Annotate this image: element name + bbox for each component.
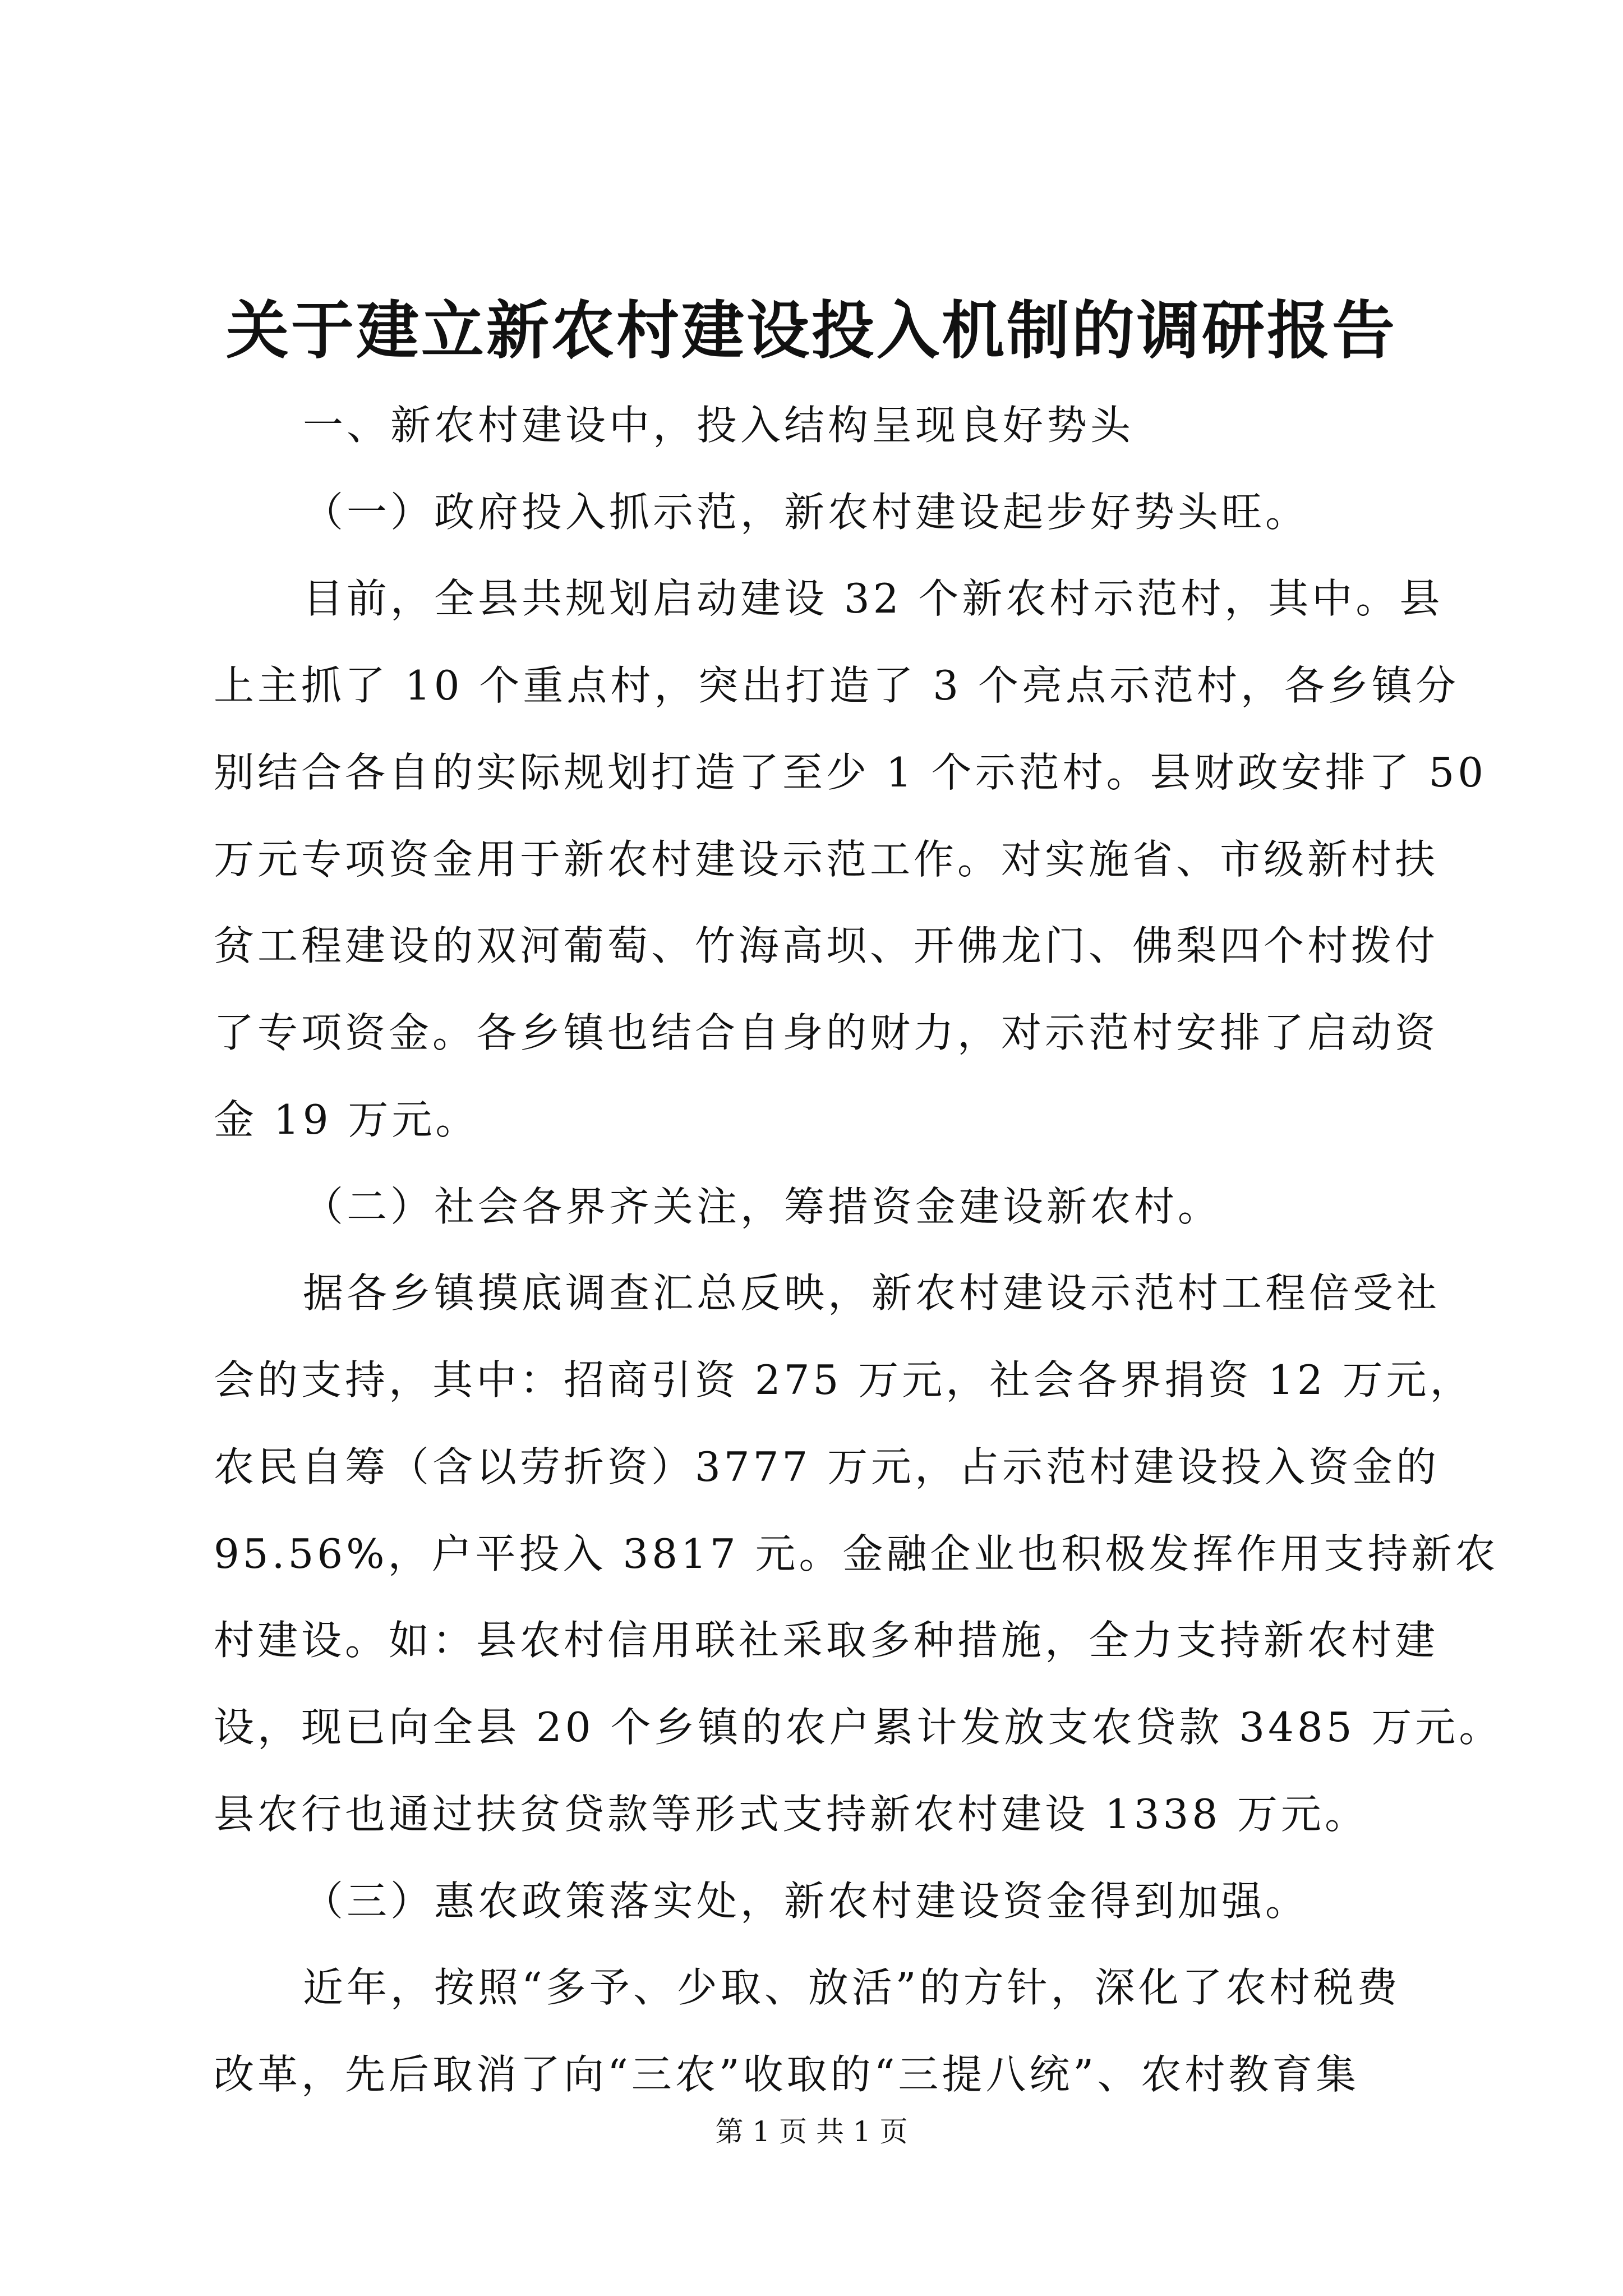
subsection-heading-1: （一）政府投入抓示范，新农村建设起步好势头旺。 xyxy=(303,489,1310,536)
paragraph-1-line-2: 上主抓了 10 个重点村，突出打造了 3 个亮点示范村，各乡镇分 xyxy=(214,662,1459,709)
paragraph-2-line-6: 设，现已向全县 20 个乡镇的农户累计发放支农贷款 3485 万元。 xyxy=(214,1704,1503,1751)
paragraph-1-line-4: 万元专项资金用于新农村建设示范工作。对实施省、市级新村扶 xyxy=(214,836,1439,883)
paragraph-2-line-4: 95.56%，户平投入 3817 元。金融企业也积极发挥作用支持新农 xyxy=(214,1530,1499,1577)
section-heading: 一、新农村建设中，投入结构呈现良好势头 xyxy=(303,402,1135,449)
paragraph-1-line-1: 目前，全县共规划启动建设 32 个新农村示范村，其中。县 xyxy=(303,575,1444,622)
paragraph-2-line-2: 会的支持，其中：招商引资 275 万元，社会各界捐资 12 万元， xyxy=(214,1356,1474,1404)
paragraph-2-line-3: 农民自筹（含以劳折资）3777 万元，占示范村建设投入资金的 xyxy=(214,1443,1440,1490)
paragraph-2-line-1: 据各乡镇摸底调查汇总反映，新农村建设示范村工程倍受社 xyxy=(303,1269,1441,1317)
paragraph-1-line-5: 贫工程建设的双河葡萄、竹海高坝、开佛龙门、佛梨四个村拨付 xyxy=(214,922,1439,969)
document-title: 关于建立新农村建设投入机制的调研报告 xyxy=(226,294,1397,367)
paragraph-2-line-5: 村建设。如：县农村信用联社采取多种措施，全力支持新农村建 xyxy=(214,1617,1439,1664)
paragraph-1-line-3: 别结合各自的实际规划打造了至少 1 个示范村。县财政安排了 50 xyxy=(214,749,1487,796)
paragraph-2-line-7: 县农行也通过扶贫贷款等形式支持新农村建设 1338 万元。 xyxy=(214,1791,1369,1838)
paragraph-3-line-1: 近年，按照“多予、少取、放活”的方针，深化了农村税费 xyxy=(303,1964,1401,2011)
paragraph-1-line-7: 金 19 万元。 xyxy=(214,1096,479,1143)
paragraph-1-line-6: 了专项资金。各乡镇也结合自身的财力，对示范村安排了启动资 xyxy=(214,1009,1439,1056)
paragraph-3-line-2: 改革，先后取消了向“三农”收取的“三提八统”、农村教育集 xyxy=(214,2051,1360,2098)
subsection-heading-2: （二）社会各界齐关注，筹措资金建设新农村。 xyxy=(303,1183,1222,1230)
subsection-heading-3: （三）惠农政策落实处，新农村建设资金得到加强。 xyxy=(303,1878,1310,1925)
page-footer: 第 1 页 共 1 页 xyxy=(715,2115,908,2148)
